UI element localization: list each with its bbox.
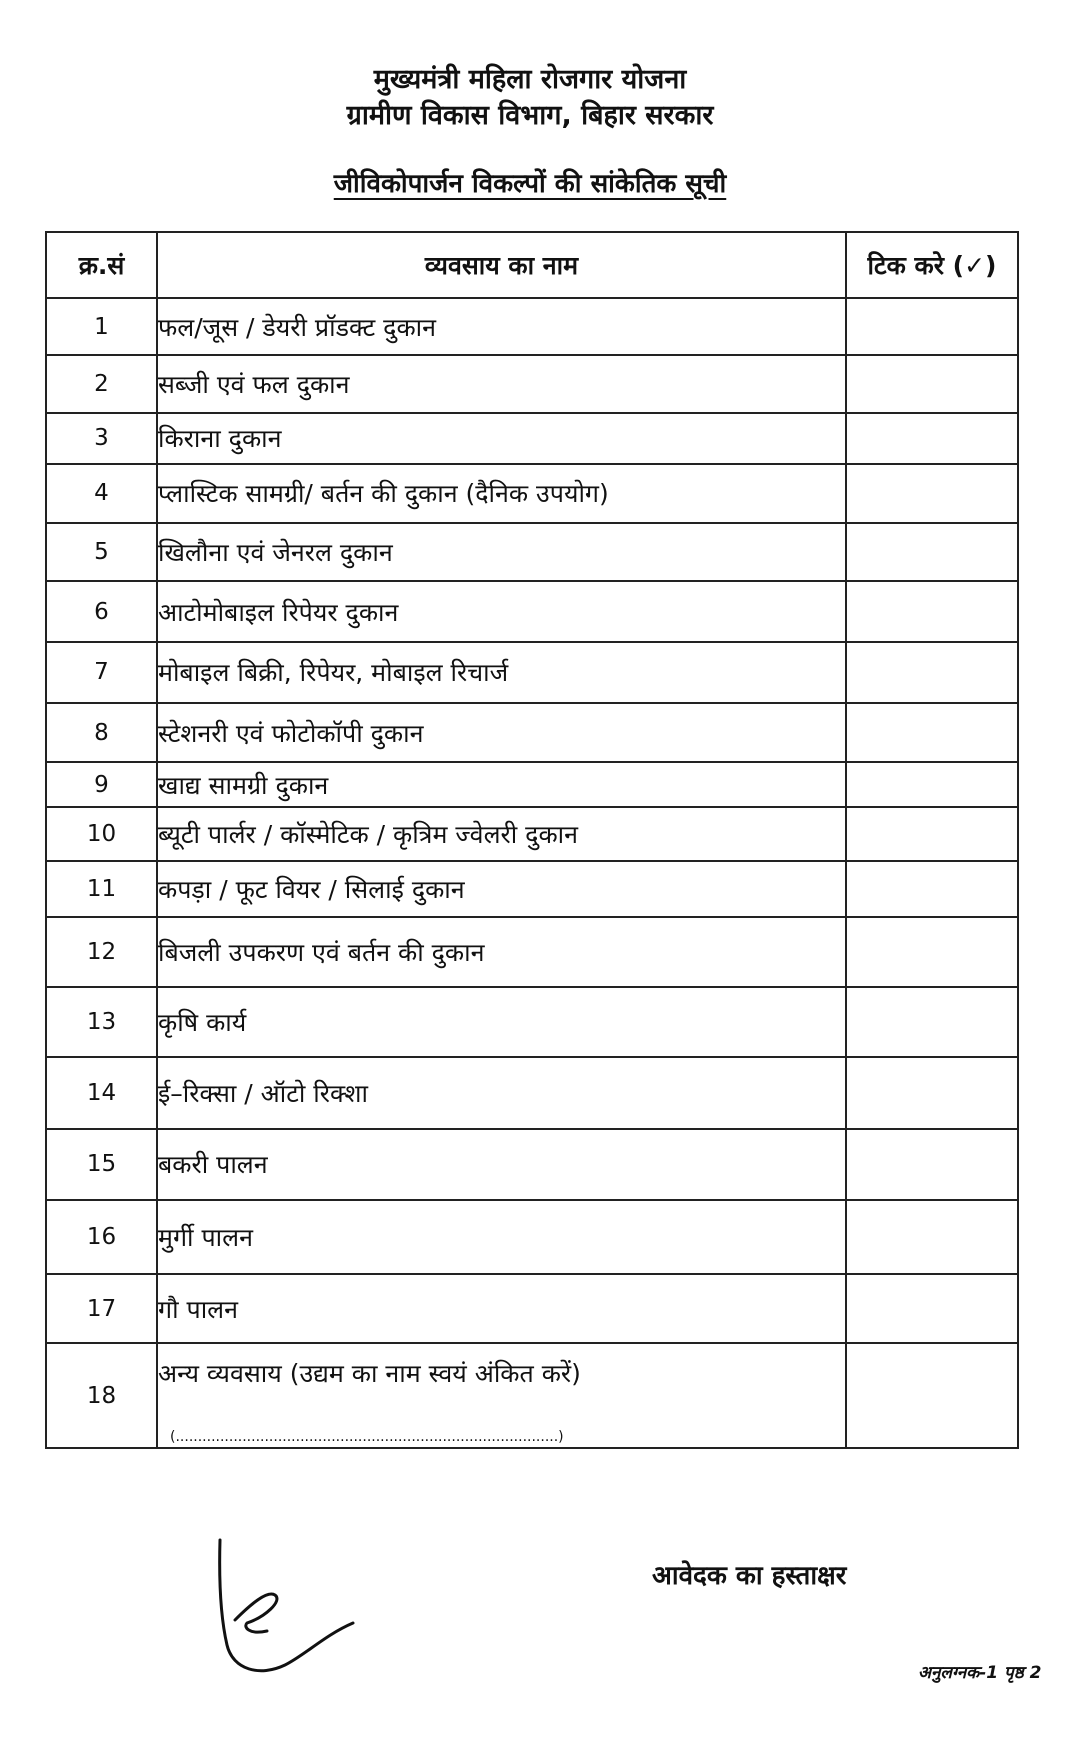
- serial-number: 14: [46, 1057, 157, 1129]
- serial-number: 13: [46, 987, 157, 1057]
- applicant-signature-label: आवेदक का हस्ताक्षर: [652, 1561, 847, 1591]
- table-row: [46, 1343, 1018, 1448]
- table-row: [46, 1274, 1018, 1344]
- table-row: [46, 413, 1018, 464]
- serial-number: 5: [46, 523, 157, 581]
- table-row: [46, 581, 1018, 641]
- document-header: [0, 62, 1060, 134]
- column-header-tick: टिक करे (✓): [846, 232, 1018, 298]
- tick-box[interactable]: [846, 298, 1018, 355]
- tick-box[interactable]: [846, 642, 1018, 703]
- serial-number: 6: [46, 581, 157, 641]
- handwritten-signature: [205, 1535, 365, 1685]
- tick-box[interactable]: [846, 1343, 1018, 1448]
- table-row: [46, 464, 1018, 523]
- tick-box[interactable]: [846, 355, 1018, 412]
- tick-box[interactable]: [846, 1129, 1018, 1201]
- tick-box[interactable]: [846, 464, 1018, 523]
- business-name: किराना दुकान: [157, 413, 846, 464]
- serial-number: 9: [46, 762, 157, 807]
- tick-box[interactable]: [846, 861, 1018, 917]
- business-name: ई–रिक्सा / ऑटो रिक्शा: [157, 1057, 846, 1129]
- scheme-title: मुख्यमंत्री महिला रोजगार योजना: [373, 64, 687, 95]
- business-name: कृषि कार्य: [157, 987, 846, 1057]
- business-name: सब्जी एवं फल दुकान: [157, 355, 846, 412]
- serial-number: 7: [46, 642, 157, 703]
- tick-box[interactable]: [846, 581, 1018, 641]
- table-row: [46, 762, 1018, 807]
- table-row: [46, 642, 1018, 703]
- tick-box[interactable]: [846, 413, 1018, 464]
- table-row: [46, 917, 1018, 988]
- column-header-serial: क्र.सं: [46, 232, 157, 298]
- tick-box[interactable]: [846, 703, 1018, 762]
- column-header-business-name: व्यवसाय का नाम: [157, 232, 846, 298]
- annexure-page-note: अनुलग्नक-1 पृष्ठ 2: [918, 1663, 1042, 1683]
- table-row: [46, 1129, 1018, 1201]
- livelihood-options-table: [45, 231, 1019, 1449]
- tick-box[interactable]: [846, 1274, 1018, 1344]
- other-business-blank-line[interactable]: (......................................................................................): [170, 1429, 564, 1445]
- business-name: स्टेशनरी एवं फोटोकॉपी दुकान: [157, 703, 846, 762]
- business-name-other: [157, 1343, 846, 1448]
- serial-number: 10: [46, 807, 157, 860]
- business-name: खाद्य सामग्री दुकान: [157, 762, 846, 807]
- table-row: [46, 523, 1018, 581]
- serial-number: 15: [46, 1129, 157, 1201]
- tick-box[interactable]: [846, 807, 1018, 860]
- business-name: अन्य व्यवसाय (उद्यम का नाम स्वयं अंकित करें): [158, 1359, 581, 1389]
- table-row: [46, 1200, 1018, 1274]
- table-row: [46, 355, 1018, 412]
- serial-number: 8: [46, 703, 157, 762]
- business-name: बिजली उपकरण एवं बर्तन की दुकान: [157, 917, 846, 988]
- serial-number: 2: [46, 355, 157, 412]
- tick-box[interactable]: [846, 523, 1018, 581]
- list-subtitle: [0, 166, 1060, 202]
- business-name: कपड़ा / फूट वियर / सिलाई दुकान: [157, 861, 846, 917]
- list-subtitle-text: जीविकोपार्जन विकल्पों की सांकेतिक सूची: [333, 169, 727, 199]
- business-name: गौ पालन: [157, 1274, 846, 1344]
- serial-number: 11: [46, 861, 157, 917]
- table-row: [46, 861, 1018, 917]
- business-name: मुर्गी पालन: [157, 1200, 846, 1274]
- business-name: खिलौना एवं जेनरल दुकान: [157, 523, 846, 581]
- tick-box[interactable]: [846, 1200, 1018, 1274]
- table-row: [46, 987, 1018, 1057]
- department-title: ग्रामीण विकास विभाग, बिहार सरकार: [346, 100, 714, 131]
- tick-box[interactable]: [846, 762, 1018, 807]
- table-header-row: [46, 232, 1018, 298]
- serial-number: 1: [46, 298, 157, 355]
- table-row: [46, 807, 1018, 860]
- table-row: [46, 1057, 1018, 1129]
- serial-number: 4: [46, 464, 157, 523]
- business-name: ब्यूटी पार्लर / कॉस्मेटिक / कृत्रिम ज्वेलरी दुकान: [157, 807, 846, 860]
- business-name: प्लास्टिक सामग्री/ बर्तन की दुकान (दैनिक उपयोग): [157, 464, 846, 523]
- tick-box[interactable]: [846, 987, 1018, 1057]
- serial-number: 17: [46, 1274, 157, 1344]
- table-row: [46, 298, 1018, 355]
- serial-number: 16: [46, 1200, 157, 1274]
- business-name: मोबाइल बिक्री, रिपेयर, मोबाइल रिचार्ज: [157, 642, 846, 703]
- business-name: बकरी पालन: [157, 1129, 846, 1201]
- table-row: [46, 703, 1018, 762]
- tick-box[interactable]: [846, 917, 1018, 988]
- serial-number: 12: [46, 917, 157, 988]
- business-name: फल/जूस / डेयरी प्रॉडक्ट दुकान: [157, 298, 846, 355]
- serial-number: 3: [46, 413, 157, 464]
- serial-number: 18: [46, 1343, 157, 1448]
- tick-box[interactable]: [846, 1057, 1018, 1129]
- business-name: आटोमोबाइल रिपेयर दुकान: [157, 581, 846, 641]
